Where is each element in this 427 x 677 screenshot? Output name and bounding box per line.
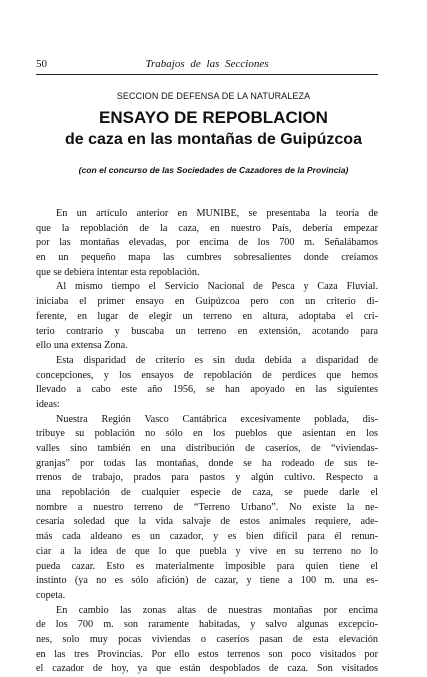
body-line: cesaria soledad que la vida salvaje de estos animales requiere, ade- [36, 516, 378, 528]
body-line: ello una extensa Zona. [36, 340, 128, 352]
body-line: granjas” por todas las montañas, donde se ha rodeado de sus te- [36, 457, 378, 469]
body-line: copeta. [36, 589, 66, 601]
body-line: en un pequeño mapa las cumbres sobresalientes donde creíamos [36, 252, 378, 264]
body-line: llevado a cabo este año 1956, se han apoyado en las siguientes [36, 384, 378, 396]
body-text [36, 207, 378, 677]
body-line: nombre a nuestro terreno de “Terreno Urbano”. No existe la ne- [36, 501, 378, 513]
article-title: ENSAYO DE REPOBLACION [99, 108, 328, 127]
body-line: por las montañas elevadas, por encima de los 700 m. Señalábamos [36, 237, 378, 249]
body-line: Nuestra Región Vasco Cantábrica excesivamente poblada, dis- [56, 413, 378, 425]
body-line: Al mismo tiempo el Servicio Nacional de Pesca y Caza Fluvial. [56, 281, 378, 293]
body-line: Esta disparidad de criterio es sin duda debida a disparidad de [56, 354, 378, 366]
section-label: SECCION DE DEFENSA DE LA NATURALEZA [116, 91, 311, 101]
body-line: En un artículo anterior en MUNIBE, se presentaba la teoría de [56, 208, 378, 219]
page-number: 50 [36, 58, 47, 70]
body-line: nes, solo muy pocas viviendas o caseríos pasan de esta elevación [36, 633, 378, 645]
body-line: iniciaba el primer ensayo en Guipúzcoa pero con un criterio di- [36, 296, 378, 308]
body-line: más cada aldeano es un cazador, y es bien difícil para él renun- [36, 531, 378, 543]
body-line: concepciones, y los ensayos de repoblación de perdices que hemos [36, 369, 378, 381]
body-line: que la repoblación de la caza, en nuestro País, debería empezar [36, 222, 378, 234]
body-line: rrenos de trabajo, prados para pastos y algún cultivo. Respecto a [36, 472, 378, 484]
body-line: de los 700 m. son raramente habitadas, y salvo algunas excepcio- [36, 619, 378, 631]
page-header [36, 58, 378, 72]
header-rule [36, 74, 378, 75]
body-line: en las tres Provincias. Por ello estos terrenos son poco visitados por [36, 648, 378, 660]
body-line: ideas: [36, 398, 60, 410]
body-line: instinto (ya no es sólo afición) de cazar, y tiene a 100 m. una es- [36, 575, 378, 587]
body-line: ciar a la idea de que lo que puebla y vive en su terreno no lo [36, 545, 378, 557]
article-title-line2: de caza en las montañas de Guipúzcoa [65, 131, 362, 148]
body-line: una repoblación de cualquier especie de caza, se puede darle el [36, 487, 378, 499]
body-line: el cazador de hoy, ya que están despoblados de caza. Son visitados [36, 663, 378, 675]
body-line: tribuye su población no sólo en los pueblos que asientan en los [36, 428, 378, 440]
body-line: En cambio las zonas altas de nuestras montañas por encima [56, 604, 378, 616]
body-line: que se debiera intentar esta repoblación. [36, 266, 200, 278]
body-line: pueda cazar. Esto es materialmente imposible para quien tiene el [36, 560, 378, 572]
body-line: terio contrario y buscaba un terreno en extensión, acotando para [36, 325, 378, 337]
article-subtitle: (con el concurso de las Sociedades de Cazadores de la Provincia) [78, 165, 349, 175]
running-title: Trabajos de las Secciones [145, 58, 269, 70]
body-line: ferente, en lugar de elegir un terreno en altura, adoptaba el cri- [36, 310, 378, 322]
body-line: valles sino también en una distribución de caseríos, de “viviendas- [36, 443, 378, 454]
